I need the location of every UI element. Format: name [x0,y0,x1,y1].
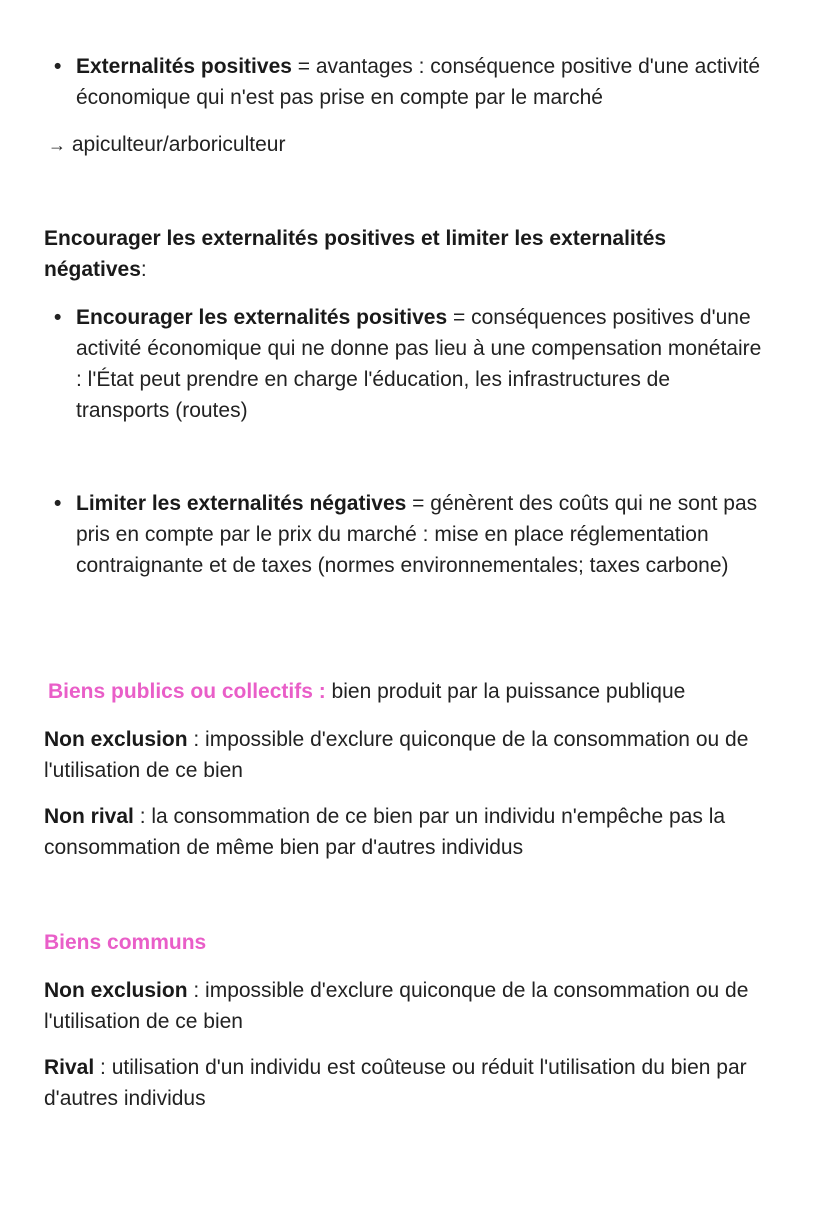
definition-encourager: = conséquences positives d'une activité économique qui ne donne pas lieu à une compensation monétaire : l'État peut prendre en charge l'éducation, les infrastructures de transports (routes) [76,306,762,422]
term-non-rival: Non rival [44,805,134,828]
bullet-externalites-positives [54,51,796,113]
text-rival: : utilisation d'un individu est coûteuse ou réduit l'utilisation du bien par d'autres individus [44,1056,747,1110]
term-encourager: Encourager les externalités positives [76,306,448,329]
heading-biens-communs: Biens communs [44,931,207,954]
arrow-right-icon: → [48,135,66,155]
definition-rival [44,1052,784,1114]
term-rival: Rival [44,1056,95,1079]
example-text: apiculteur/arboriculteur [71,133,286,156]
definition-limiter: = génèrent des coûts qui ne sont pas pris en compte par le prix du marché : mise en place réglementation contraignante et de taxes (normes environnementales; taxes carbone) [76,492,758,577]
example-line [48,129,808,161]
definition-non-rival [44,801,794,863]
section-heading-encourager-limiter [44,223,744,285]
text-non-rival: : la consommation de ce bien par un individu n'empêche pas la consommation de même bien par d'autres individus [44,805,726,859]
text-non-exclusion: : impossible d'exclure quiconque de la consommation ou de l'utilisation de ce bien [44,979,749,1033]
bullet-dot-icon: • [54,492,62,515]
section-heading-biens-publics [48,676,808,707]
heading-biens-publics-text: bien produit par la puissance publique [325,680,686,703]
term-limiter: Limiter les externalités négatives [76,492,407,515]
section-heading-biens-communs [44,927,804,958]
term-non-exclusion: Non exclusion [44,979,188,1002]
definition-non-exclusion-communs [44,975,784,1037]
term-externalites-positives: Externalités positives [76,55,292,78]
term-non-exclusion: Non exclusion [44,728,188,751]
heading-biens-publics: Biens publics ou collectifs : [48,680,326,703]
bullet-encourager [54,302,766,426]
bullet-limiter [54,488,796,581]
definition-externalites-positives: = avantages : conséquence positive d'une activité économique qui n'est pas prise en compte par le marché [76,55,761,109]
text-non-exclusion: : impossible d'exclure quiconque de la consommation ou de l'utilisation de ce bien [44,728,749,782]
heading-colon: : [140,258,147,281]
definition-non-exclusion-publics [44,724,784,786]
bullet-dot-icon: • [54,306,62,329]
heading-text: Encourager les externalités positives et limiter les externalités négatives [44,227,667,281]
bullet-dot-icon: • [54,55,62,78]
